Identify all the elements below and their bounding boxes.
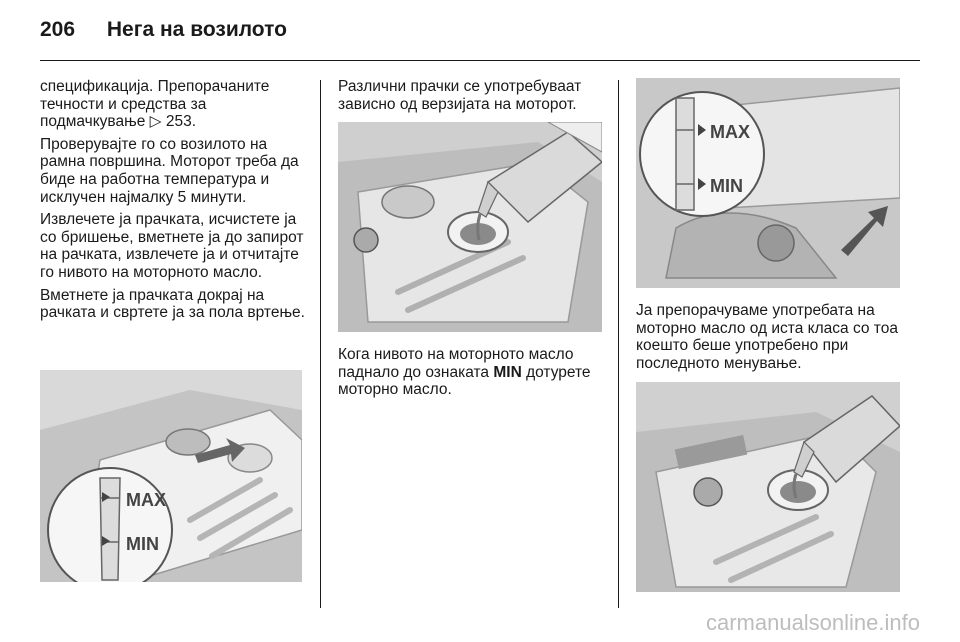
column-3 — [636, 302, 902, 377]
paragraph-recommend: Ја препорачуваме употребата на моторно масло од иста класа со тоа коешто беше употребено при последното менување. — [636, 302, 898, 372]
column-2-lower — [338, 346, 606, 404]
paragraph-dipstick: Извлечете ја прачката, исчистете ја со бришење, вметнете ја до запирот на рачката, извлечете ја и отчитајте го нивото на моторното масло. — [40, 211, 304, 281]
oil-pouring-illustration — [338, 122, 602, 332]
engine-bay-illustration — [636, 78, 900, 288]
oil-fill-figure — [338, 122, 602, 332]
dipstick-location-figure — [636, 78, 900, 288]
max-mark-label: MAX — [126, 490, 166, 510]
column-divider-2 — [618, 80, 619, 608]
page-header — [40, 18, 287, 48]
header-rule — [40, 60, 920, 61]
oil-filler-figure — [636, 382, 900, 592]
paragraph-check: Проверувајте го со возилото на рамна површина. Моторот треба да биде на работна температура и исклучен најмалку 5 минути. — [40, 135, 299, 206]
column-1 — [40, 78, 306, 327]
dipstick-figure — [40, 370, 302, 582]
reference-arrow-icon: ▷ — [149, 113, 162, 131]
paragraph-insert: Вметнете ја прачката докрај на рачката и свртете ја за пола вртење. — [40, 286, 305, 322]
watermark: carmanualsonline.info — [705, 610, 920, 635]
engine-dipstick-illustration — [40, 370, 302, 582]
min-mark-text: MIN — [493, 363, 522, 381]
page-reference-link[interactable]: 253. — [165, 113, 197, 131]
max-mark-label-2: MAX — [710, 122, 750, 142]
paragraph-versions: Различни прачки се употребуваат зависно од верзијата на моторот. — [338, 78, 582, 113]
oil-filler-illustration — [636, 382, 900, 592]
column-2 — [338, 78, 606, 118]
page-number: 206 — [40, 18, 76, 41]
column-divider-1 — [320, 80, 321, 608]
paragraph-min-level: Кога нивото на моторното масло паднало до ознаката MIN дотурете моторно масло. — [338, 346, 591, 399]
min-mark-label-2: MIN — [710, 176, 743, 196]
min-mark-label: MIN — [126, 534, 159, 554]
paragraph-spec: спецификација. Препорачаните течности и средства за подмачкување ▷ 253. — [40, 78, 270, 131]
page-title: Нега на возилото — [106, 18, 287, 41]
